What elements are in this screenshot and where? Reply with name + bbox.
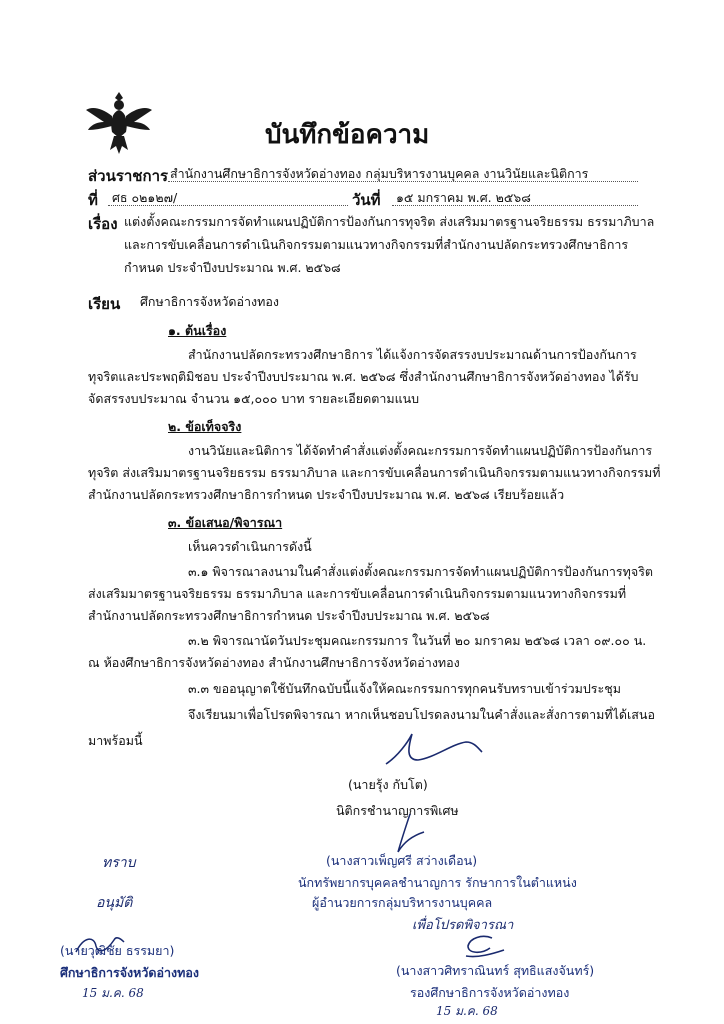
signature-4-position: ศึกษาธิการจังหวัดอ่างทอง <box>60 965 199 980</box>
signature-1-position: นิติกรชำนาญการพิเศษ <box>336 803 459 818</box>
signature-3-name: (นางสาวศิทราณินทร์ สุทธิแสงจันทร์) <box>396 963 595 978</box>
signature-3-position: รองศึกษาธิการจังหวัดอ่างทอง <box>410 985 570 1000</box>
section-3-intro: เห็นควรดำเนินการดังนี้ <box>188 539 312 554</box>
item-3-1-line: ๓.๑ พิจารณาลงนามในคำสั่งแต่งตั้งคณะกรรมการจัดทำแผนปฏิบัติการป้องกันการทุจริต <box>188 564 654 579</box>
section-1-line: ทุจริตและประพฤติมิชอบ ประจำปีงบประมาณ พ.ศ. ๒๕๖๘ ซึ่งสำนักงานศึกษาธิการจังหวัดอ่างทอง ได้รับ <box>88 369 639 384</box>
handwritten-note: เพื่อโปรดพิจารณา <box>412 918 514 933</box>
recipient-value: ศึกษาธิการจังหวัดอ่างทอง <box>140 294 279 309</box>
recipient-label: เรียน <box>88 295 121 313</box>
section-1-line: สำนักงานปลัดกระทรวงศึกษาธิการ ได้แจ้งการจัดสรรงบประมาณด้านการป้องกันการ <box>188 347 637 362</box>
agency-value: สำนักงานศึกษาธิการจังหวัดอ่างทอง กลุ่มบริหารงานบุคคล งานวินัยและนิติการ <box>170 166 589 181</box>
item-3-2-line: ๓.๒ พิจารณานัดวันประชุมคณะกรรมการ ในวันที่ ๒๐ มกราคม ๒๕๖๘ เวลา ๐๙.๐๐ น. <box>188 633 647 648</box>
item-3-2-line: ณ ห้องศึกษาธิการจังหวัดอ่างทอง สำนักงานศึกษาธิการจังหวัดอ่างทอง <box>88 655 460 670</box>
signature-3-mark <box>452 932 512 962</box>
agency-label: ส่วนราชการ <box>88 167 169 185</box>
closing-line: มาพร้อมนี้ <box>88 733 143 748</box>
item-3-1-line: สำนักงานปลัดกระทรวงศึกษาธิการกำหนด ประจำปีงบประมาณ พ.ศ. ๒๕๖๘ <box>88 608 490 623</box>
handwritten-note: ทราบ <box>102 855 136 871</box>
page-title: บันทึกข้อความ <box>265 120 430 150</box>
section-2-line: สำนักงานปลัดกระทรวงศึกษาธิการกำหนด ประจำปีงบประมาณ พ.ศ. ๒๕๖๘ เรียบร้อยแล้ว <box>88 487 565 502</box>
signature-2-position: ผู้อำนวยการกลุ่มบริหารงานบุคคล <box>312 895 493 910</box>
date-value: ๑๕ มกราคม พ.ศ. ๒๕๖๘ <box>396 190 531 205</box>
item-3-1-line: ส่งเสริมมาตรฐานจริยธรรม ธรรมาภิบาล และการขับเคลื่อนการดำเนินกิจกรรมตามแนวทางกิจกรรมที่ <box>88 586 627 601</box>
garuda-emblem-icon <box>84 88 154 158</box>
signature-4-date: 15 ม.ค. 68 <box>82 986 144 1000</box>
signature-2-position: นักทรัพยากรบุคคลชำนาญการ รักษาการในตำแหน่ง <box>298 875 577 890</box>
reference-number: ศธ ๐๒๑๒๗/ <box>112 190 178 205</box>
subject-label: เรื่อง <box>88 215 118 233</box>
signature-3-date: 15 ม.ค. 68 <box>436 1004 498 1018</box>
subject-line: กำหนด ประจำปีงบประมาณ พ.ศ. ๒๕๖๘ <box>124 260 341 275</box>
section-3-heading: ๓. ข้อเสนอ/พิจารณา <box>168 515 283 530</box>
subject-line: และการขับเคลื่อนการดำเนินกิจกรรมตามแนวทางกิจกรรมที่สำนักงานปลัดกระทรวงศึกษาธิการ <box>124 237 629 252</box>
section-2-line: ทุจริต ส่งเสริมมาตรฐานจริยธรรม ธรรมาภิบาล และการขับเคลื่อนการดำเนินกิจกรรมตามแนวทางกิจกรรมที่ <box>88 465 661 480</box>
section-2-heading: ๒. ข้อเท็จจริง <box>168 419 242 434</box>
section-1-line: จัดสรรงบประมาณ จำนวน ๑๕,๐๐๐ บาท รายละเอียดตามแนบ <box>88 391 420 406</box>
closing-line: จึงเรียนมาเพื่อโปรดพิจารณา หากเห็นชอบโปรดลงนามในคำสั่งและสั่งการตามที่ได้เสนอ <box>188 707 655 722</box>
handwritten-note: อนุมัติ <box>96 895 133 911</box>
signature-4-name: (นายวุฒิชัย ธรรมยา) <box>60 943 175 958</box>
section-1-heading: ๑. ต้นเรื่อง <box>168 323 227 338</box>
date-label: วันที่ <box>352 191 381 209</box>
signature-2-name: (นางสาวเพ็ญศรี สว่างเดือน) <box>326 853 478 868</box>
signature-1-mark <box>378 730 488 774</box>
section-2-line: งานวินัยและนิติการ ได้จัดทำคำสั่งแต่งตั้งคณะกรรมการจัดทำแผนปฏิบัติการป้องกันการ <box>188 443 653 458</box>
item-3-3-line: ๓.๓ ขออนุญาตใช้บันทึกฉบับนี้แจ้งให้คณะกรรมการทุกคนรับทราบเข้าร่วมประชุม <box>188 681 621 696</box>
subject-line: แต่งตั้งคณะกรรมการจัดทำแผนปฏิบัติการป้องกันการทุจริต ส่งเสริมมาตรฐานจริยธรรม ธรรมาภิบาล <box>124 214 655 229</box>
signature-1-name: (นายรุ้ง กับโต) <box>348 777 428 792</box>
reference-label: ที่ <box>88 191 98 209</box>
